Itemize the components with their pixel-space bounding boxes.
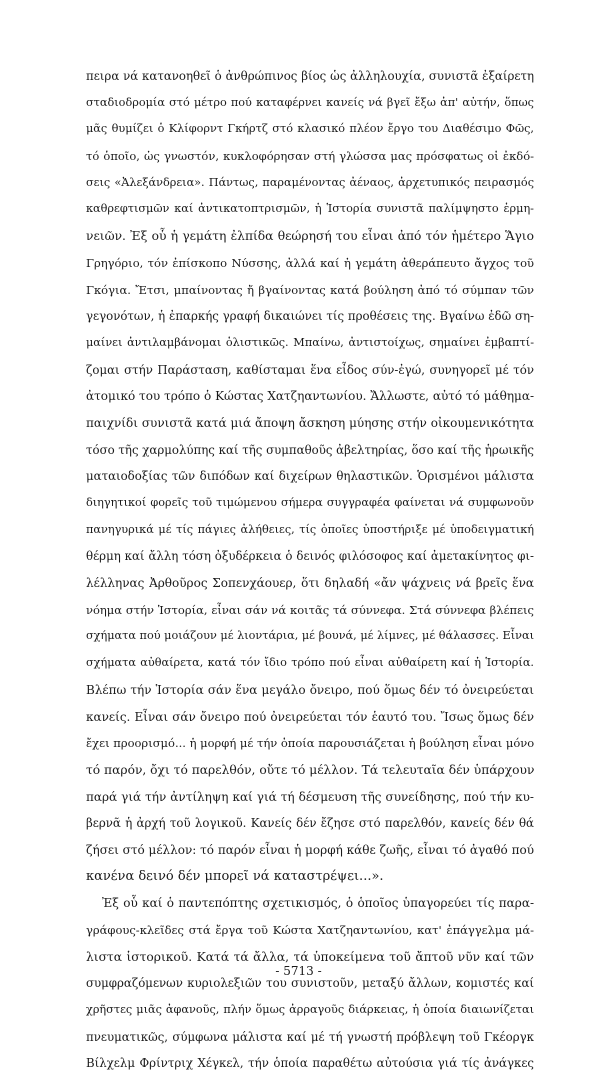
text-line: θέρμη καί ἄλλη τόση ὀξυδέρκεια ὁ δεινός φιλόσοφος καί ἀμετακίνητος φι- (86, 549, 534, 564)
text-line: τό παρόν, ὄχι τό παρελθόν, οὔτε τό μέλλον. Τά τελευταῖα δέν ὑπάρχουν (86, 762, 535, 777)
text-line: μᾶς θυμίζει ὁ Κλίφορντ Γκήρτζ στό κλασικό πλέον ἔργο του Διαθέσιμο Φῶς, (86, 122, 534, 136)
text-line: πανηγυρικά μέ τίς πάγιες ἀλήθειες, τίς ὁποῖες ὑποστήριξε μέ ὑποδειγματική (86, 522, 534, 536)
text-line: σεις «Ἀλεξάνδρεια». Πάντως, παραμένοντας ἀέναος, ἀρχετυπικός πειρασμός (86, 175, 534, 189)
text-line: νόημα στήν Ἱστορία, εἶναι σάν νά κοιτᾶς τά σύννεφα. Στά σύννεφα βλέπεις (86, 602, 534, 617)
text-line: παιχνίδι συνιστᾶ κατά μιά ἄποψη ἄσκηση μύησης στήν οἰκουμενικότητα (86, 415, 534, 430)
text-line: βερνᾶ ἡ ἀρχή τοῦ λογικοῦ. Κανείς δέν ἔζησε στό παρελθόν, κανείς δέν θά (86, 816, 534, 831)
text-line: Γκόγια. Ἔτσι, μπαίνοντας ἤ βγαίνοντας κατά βούληση ἀπό τό σύμπαν τῶν (86, 282, 534, 297)
text-line: τόσο τῆς χαρμολύπης καί τῆς συμπαθοῦς ἀβελτηρίας, ὅσο καί τῆς ἡρωικῆς (86, 442, 534, 457)
text-line: λιστα ἱστορικοῦ. Κατά τά ἄλλα, τά ὑποκείμενα τοῦ ἄπτοῦ νῦν καί τῶν (86, 949, 534, 964)
text-line: σχήματα αὐθαίρετα, κατά τόν ἴδιο τρόπο πού εἶναι αὐθαίρετη καί ἡ Ἱστορία. (86, 656, 534, 670)
text-line: ἀτομικό του τρόπο ὁ Κώστας Χατζηαντωνίου. Ἄλλωστε, αὐτό τό μάθημα- (86, 389, 534, 404)
text-line: καθρεφτισμῶν καί ἀντικατοπτρισμῶν, ἡ Ἱστορία συνιστᾶ παλίμψηστο ἑρμη- (86, 202, 534, 216)
text-line: διηγητικοί φορεῖς τοῦ τιμώμενου σήμερα συγγραφέα φαίνεται νά συμφωνοῦν (86, 496, 534, 509)
text-line: Βλέπω τήν Ἱστορία σάν ἕνα μεγάλο ὄνειρο, πού ὅμως δέν τό ὀνειρεύεται (86, 682, 534, 697)
page-number: - 5713 - (275, 964, 322, 978)
text-line: συμφραζόμενων κυριολεξιῶν του συνιστοῦν, μεταξύ ἄλλων, κομιστές καί (86, 976, 534, 991)
text-line: κανένα δεινό δέν μπορεῖ νά καταστρέψει...». (86, 868, 384, 884)
text-line: γεγονότων, ἡ ἐπαρκής γραφή δικαιώνει τίς προθέσεις της. Βγαίνω ἐδῶ ση- (86, 309, 534, 324)
text-line: γράφους-κλεῖδες στά ἔργα τοῦ Κώστα Χατζηαντωνίου, κατ' ἐπάγγελμα μά- (86, 923, 534, 937)
text-line: ζήσει στό μέλλον: τό παρόν εἶναι ἡ μορφή κάθε ζωῆς, εἶναι τό ἀγαθό πού (86, 842, 534, 857)
text-line: κανείς. Εἶναι σάν ὄνειρο πού ὀνειρεύεται τόν ἑαυτό του. Ἴσως ὅμως δέν (86, 709, 534, 724)
text-line: μαίνει ἀντιλαμβάνομαι ὁλιστικῶς. Μπαίνω, ἀντιστοίχως, σημαίνει ἐμβαπτί- (86, 335, 534, 349)
body-text (86, 63, 534, 1077)
text-line: παρά γιά τήν ἀντίληψη καί γιά τή δέσμευση τῆς συνείδησης, πού τήν κυ- (86, 789, 534, 804)
text-line: λέλληνας Ἀρθοῦρος Σοπενχάουερ, ὅτι δηλαδή «ἄν ψάχνεις νά βρεῖς ἕνα (86, 576, 534, 591)
text-line: ματαιοδοξίας τῶν διπόδων καί διχείρων θηλαστικῶν. Ὁρισμένοι μάλιστα (86, 469, 534, 484)
text-line: Γρηγόριο, τόν ἐπίσκοπο Νύσσης, ἀλλά καί ἡ γεμάτη ἀθεράπευτο ἄγχος τοῦ (86, 255, 534, 270)
text-line: νειῶν. Ἐξ οὗ ἡ γεμάτη ἐλπίδα θεώρησή του εἶναι ἀπό τόν ἡμέτερο Ἅγιο (86, 229, 534, 244)
text-line: σχήματα πού μοιάζουν μέ λιοντάρια, μέ βουνά, μέ λίμνες, μέ θάλασσες. Εἶναι (86, 629, 534, 643)
text-line: Ἐξ οὗ καί ὁ παντεπόπτης σχετικισμός, ὁ ὁποῖος ὑπαγορεύει τίς παρα- (102, 896, 534, 911)
text-line: πειρα νά κατανοηθεῖ ὁ ἀνθρώπινος βίος ὡς ἀλληλουχία, συνιστᾶ ἐξαίρετη (86, 69, 534, 83)
text-line: σταδιοδρομία στό μέτρο πού καταφέρνει κανείς νά βγεῖ ἔξω ἀπ' αὐτήν, ὅπως (86, 95, 534, 109)
text-line: ζομαι στήν Παράσταση, καθίσταμαι ἕνα εἶδος σύν-ἐγώ, συνηγορεῖ μέ τόν (86, 362, 534, 377)
text-line: Βίλχελμ Φρίντριχ Χέγκελ, τήν ὁποία παραθέτω αὐτούσια γιά τίς ἀνάγκες (86, 1056, 534, 1071)
text-line: χρῆστες μιᾶς ἀφανοῦς, πλήν ὅμως ἀρραγοῦς διάρκειας, ἡ ὁποία διαιωνίζεται (86, 1003, 534, 1017)
text-line: τό ὁποῖο, ὡς γνωστόν, κυκλοφόρησαν στή γλώσσα μας πρόσφατως οἱ ἐκδό- (86, 149, 534, 164)
text-line: πνευματικῶς, σύμφωνα μάλιστα καί μέ τή γνωστή πρόβλεψη τοῦ Γκέοργκ (86, 1029, 534, 1044)
text-line: ἔχει προορισμό... ἡ μορφή μέ τήν ὁποία παρουσιάζεται ἡ βούληση εἶναι μόνο (86, 736, 535, 751)
